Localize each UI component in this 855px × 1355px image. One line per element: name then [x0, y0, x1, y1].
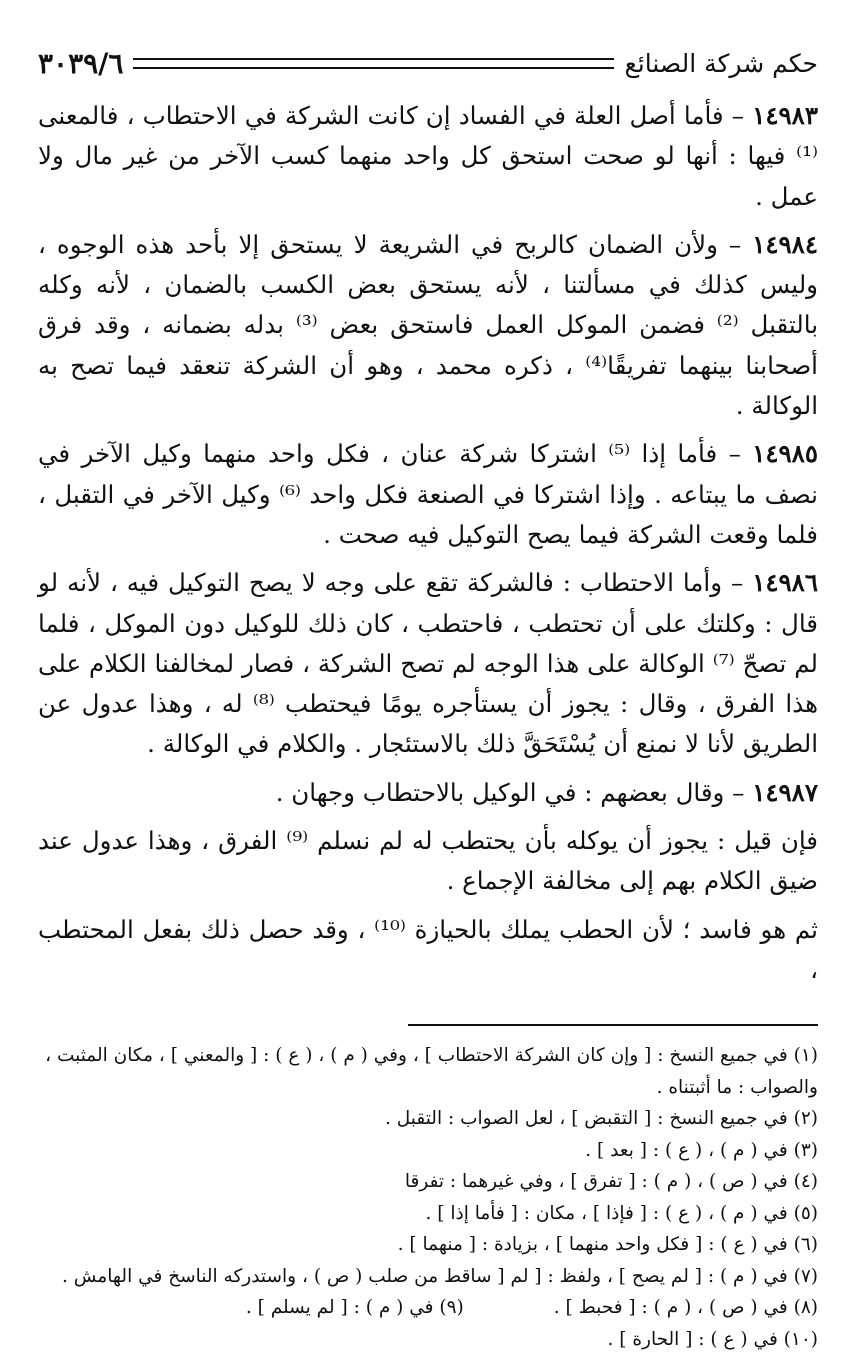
- paragraph: [38, 96, 818, 217]
- paragraph: [38, 434, 818, 555]
- footnote-row: [38, 1292, 818, 1324]
- footnotes: [38, 1040, 818, 1355]
- paragraph-text: ثم هو فاسد ؛ لأن الحطب يملك بالحيازة ⁽¹⁰⁾ ، وقد حصل ذلك بفعل المحتطب ،: [38, 914, 818, 984]
- paragraph-number: ١٤٩٨٧: [752, 777, 818, 807]
- paragraph-text: – فأما إذا ⁽⁵⁾ اشتركا شركة عنان ، فكل واحد منهما وكيل الآخر في نصف ما يبتاعه . وإذا اشتركا في الصنعة فكل واحد ⁽⁶⁾ وكيل الآخر في التقبل ، فلما وقعت الشركة فيما يصح التوكيل فيه صحت .: [38, 439, 818, 549]
- footnote: (٨) في ( ص ) ، ( م ) : [ فحبط ] .: [553, 1297, 818, 1319]
- paragraph-number: ١٤٩٨٦: [752, 568, 818, 598]
- paragraph-number: ١٤٩٨٤: [752, 229, 818, 259]
- paragraph: [38, 563, 818, 764]
- footnote: (٧) في ( م ) : [ لم يصح ] ، ولفظ : [ لم [ ساقط من صلب ( ص ) ، واستدركه الناسخ في الهامش .: [62, 1265, 818, 1287]
- footnote: (٦) في ( ع ) : [ فكل واحد منهما ] ، بزيادة : [ منهما ] .: [397, 1234, 818, 1256]
- header-rule: [133, 58, 614, 69]
- paragraph-text: – وقال بعضهم : في الوكيل بالاحتطاب وجهان .: [275, 777, 753, 807]
- footnote: (٩) في ( م ) : [ لم يسلم ] .: [245, 1297, 464, 1319]
- paragraph-text: فإن قيل : يجوز أن يوكله بأن يحتطب له لم نسلم ⁽⁹⁾ الفرق ، وهذا عدول عند ضيق الكلام بهم إلى مخالفة الإجماع .: [38, 826, 818, 896]
- paragraph-text: – ولأن الضمان كالربح في الشريعة لا يستحق إلا بأحد هذه الوجوه ، وليس كذلك في مسألتنا ، لأنه يستحق بعض الكسب بالضمان ، لأنه وكله بالتقبل ⁽²⁾ فضمن الموكل العمل فاستحق بعض ⁽³⁾ بدله بضمانه ، وقد فرق أصحابنا بينهما تفريقًا⁽⁴⁾ ، ذكره محمد ، وهو أن الشركة تنعقد فيما تصح به الوكالة .: [38, 229, 819, 421]
- footnote: (١٠) في ( ع ) : [ الحارة ] .: [607, 1328, 818, 1350]
- paragraph: [38, 910, 818, 991]
- document-page: [38, 40, 818, 1355]
- footnote: (٣) في ( م ) ، ( ع ) : [ بعد ] .: [585, 1139, 818, 1161]
- paragraph: [38, 773, 818, 813]
- paragraph-text: – وأما الاحتطاب : فالشركة تقع على وجه لا يصح التوكيل فيه ، لأنه لو قال : وكلتك على أن تحتطب ، فاحتطب ، كان ذلك للوكيل دون الموكل ، فلما لم تصحّ ⁽⁷⁾ الوكالة على هذا الوجه لم تصح الشركة ، فصار لمخالفنا الكلام على هذا الفرق ، وقال : يجوز أن يستأجره يومًا فيحتطب ⁽⁸⁾ له ، وهذا عدول عن الطريق لأنا لا نمنع أن يُسْتَحَقَّ ذلك بالاستئجار . والكلام في الوكالة .: [38, 568, 818, 759]
- footnote: (١) في جميع النسخ : [ وإن كان الشركة الاحتطاب ] ، وفي ( م ) ، ( ع ) : [ والمعني ] ، مكان المثبت ، والصواب : ما أثبتناه .: [45, 1045, 818, 1098]
- paragraph: [38, 821, 818, 902]
- paragraph: [38, 225, 818, 426]
- footnote: (٤) في ( ص ) ، ( م ) : [ تفرق ] ، وفي غيرهما : تفرقا: [404, 1171, 818, 1193]
- paragraph-number: ١٤٩٨٣: [752, 101, 818, 130]
- page-number: ٣٠٣٩/٦: [38, 46, 124, 80]
- footnote-separator: [408, 1024, 818, 1026]
- footnote: (٥) في ( م ) ، ( ع ) : [ فإذا ] ، مكان : [ فأما إذا ] .: [425, 1202, 818, 1224]
- main-text: [38, 96, 818, 990]
- paragraph-text: – فأما أصل العلة في الفساد إن كانت الشركة في الاحتطاب ، فالمعنى ⁽¹⁾ فيها : أنها لو صحت استحق كل واحد منهما كسب الآخر من غير مال ولا عمل .: [38, 101, 818, 211]
- running-header: [38, 40, 818, 86]
- chapter-title: حكم شركة الصنائع: [624, 48, 818, 78]
- footnote: (٢) في جميع النسخ : [ التقبض ] ، لعل الصواب : التقبل .: [385, 1108, 818, 1130]
- paragraph-number: ١٤٩٨٥: [752, 439, 818, 469]
